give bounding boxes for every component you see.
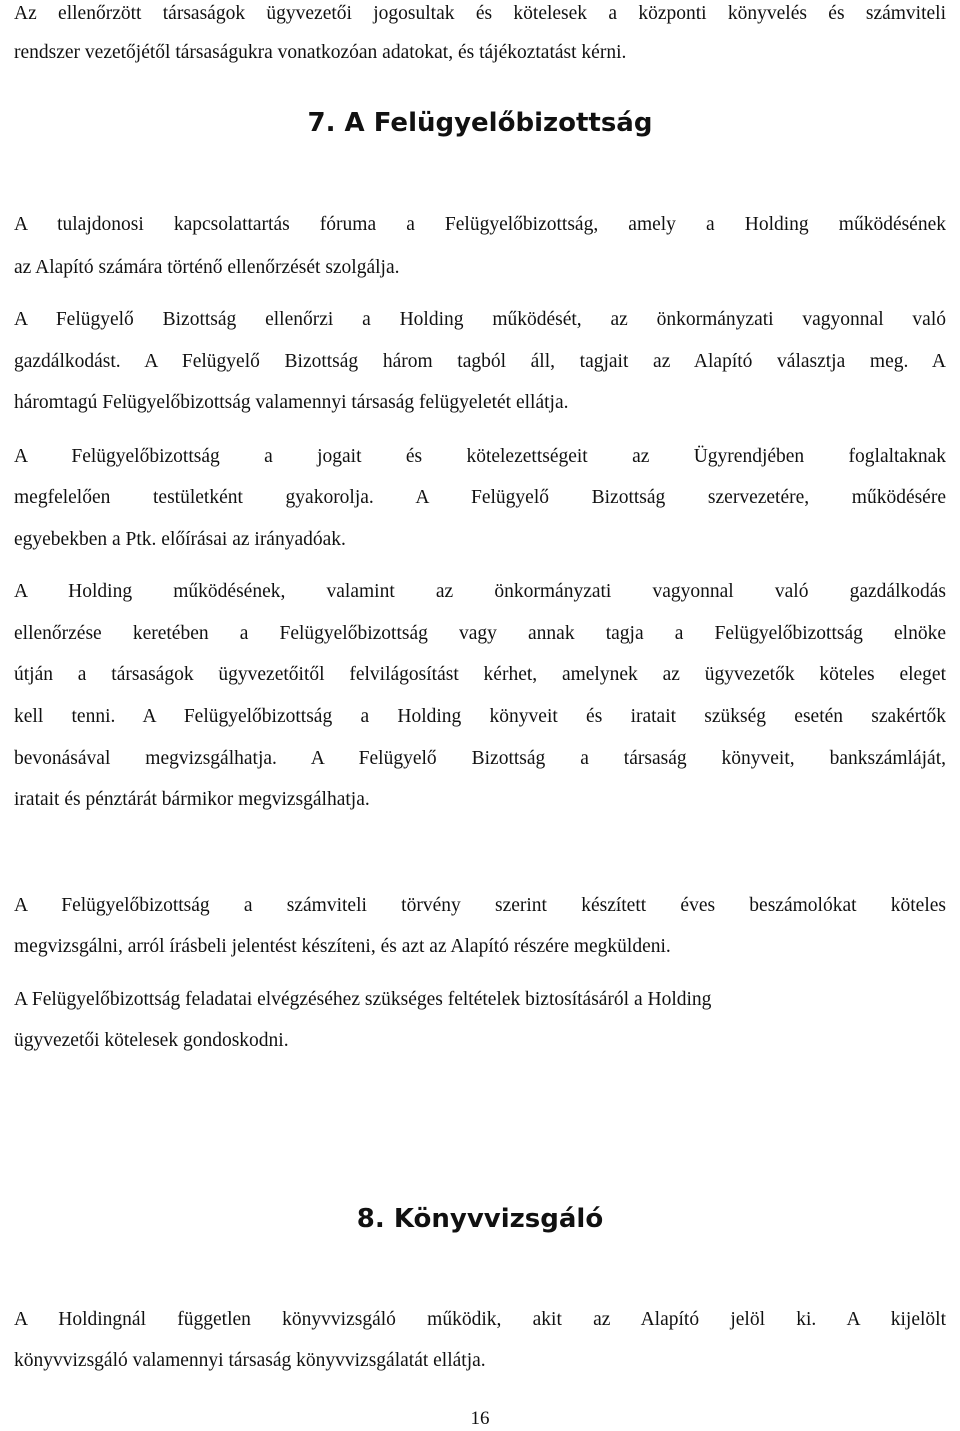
intro-line-2: rendszer vezetőjétől társaságukra vonatkozóan adatokat, és tájékoztatást kérni.	[14, 42, 627, 63]
s7-p2-line-3: háromtagú Felügyelőbizottság valamennyi társaság felügyeletét ellátja.	[14, 392, 569, 413]
s7-p4-line-1: A Holding működésének, valamint az önkormányzati vagyonnal való gazdálkodás	[14, 581, 946, 602]
s7-p6-line-2: ügyvezetői kötelesek gondoskodni.	[14, 1030, 289, 1051]
s7-p6-line-1: A Felügyelőbizottság feladatai elvégzéséhez szükséges feltételek biztosításáról a Holding	[14, 989, 712, 1010]
s7-p1-line-2: az Alapító számára történő ellenőrzését szolgálja.	[14, 257, 400, 278]
s7-p3-line-1: A Felügyelőbizottság a jogait és kötelezettségeit az Ügyrendjében foglaltaknak	[14, 446, 946, 467]
section-8-heading: 8. Könyvvizsgáló	[356, 1204, 604, 1234]
s7-p5-line-2: megvizsgálni, arról írásbeli jelentést készíteni, és azt az Alapító részére megküldeni.	[14, 936, 671, 957]
s7-p2-line-1: A Felügyelő Bizottság ellenőrzi a Holding működését, az önkormányzati vagyonnal való	[14, 309, 946, 330]
s7-p5-line-1: A Felügyelőbizottság a számviteli törvény szerint készített éves beszámolókat köteles	[14, 895, 946, 916]
s7-p3-line-3: egyebekben a Ptk. előírásai az irányadóak.	[14, 529, 346, 550]
document-page	[14, 0, 946, 1430]
s7-p3-line-2: megfelelően testületként gyakorolja. A Felügyelő Bizottság szervezetére, működésére	[14, 487, 946, 508]
s7-p4-line-2: ellenőrzése keretében a Felügyelőbizottság vagy annak tagja a Felügyelőbizottság elnöke	[14, 623, 946, 644]
s7-p4-line-6: iratait és pénztárát bármikor megvizsgálhatja.	[14, 789, 370, 810]
intro-line-1: Az ellenőrzött társaságok ügyvezetői jogosultak és kötelesek a központi könyvelés és számviteli	[14, 3, 946, 24]
s7-p4-line-5: bevonásával megvizsgálhatja. A Felügyelő Bizottság a társaság könyveit, bankszámláját,	[14, 748, 946, 769]
s8-p1-line-1: A Holdingnál független könyvvizsgáló működik, akit az Alapító jelöl ki. A kijelölt	[14, 1309, 946, 1330]
s7-p2-line-2: gazdálkodást. A Felügyelő Bizottság három tagból áll, tagjait az Alapító választja meg. A	[14, 351, 946, 372]
s7-p1-line-1: A tulajdonosi kapcsolattartás fóruma a Felügyelőbizottság, amely a Holding működésének	[14, 214, 946, 235]
section-7-heading: 7. A Felügyelőbizottság	[307, 108, 653, 138]
s7-p4-line-4: kell tenni. A Felügyelőbizottság a Holding könyveit és iratait szükség esetén szakértők	[14, 706, 946, 727]
s8-p1-line-2: könyvvizsgáló valamennyi társaság könyvvizsgálatát ellátja.	[14, 1350, 486, 1371]
s7-p4-line-3: útján a társaságok ügyvezetőitől felvilágosítást kérhet, amelynek az ügyvezetők köteles eleget	[14, 664, 946, 685]
page-number: 16	[470, 1408, 490, 1429]
